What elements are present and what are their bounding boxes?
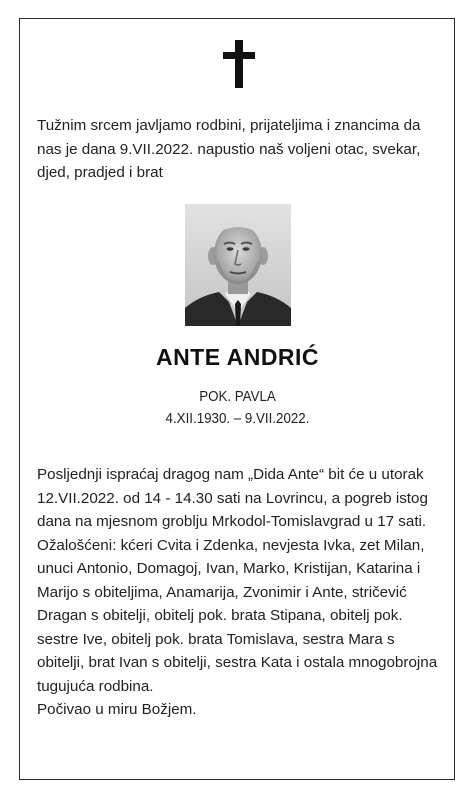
intro-text: Tužnim srcem javljamo rodbini, prijateljima i znancima da nas je dana 9.VII.2022. napustio naš voljeni otac, svekar, djed, pradjed i brat xyxy=(37,117,421,181)
closing-line: Počivao u miru Božjem. xyxy=(37,701,197,718)
notice-body xyxy=(37,463,439,722)
portrait-photo xyxy=(185,204,291,326)
life-dates: 4.XII.1930. – 9.VII.2022. xyxy=(165,411,310,427)
deceased-name: ANTE ANDRIĆ xyxy=(155,344,320,370)
father-name: POK. PAVLA xyxy=(199,389,276,405)
cross-icon xyxy=(223,40,255,88)
funeral-details: Posljednji ispraćaj dragog nam „Dida Ante“ bit će u utorak 12.VII.2022. od 14 - 14.30 sati na Lovrincu, a pogreb istog dana na mjesnom groblju Mrkodol-Tomislavgrad u 17 sati. xyxy=(37,466,428,530)
mourners-list: Ožalošćeni: kćeri Cvita i Zdenka, nevjesta Ivka, zet Milan, unuci Antonio, Domagoj, Ivan, Marko, Kristijan, Katarina i Marijo s obiteljima, Anamarija, Zvonimir i Ante, stričević Dragan s obitelji, obitelj pok. brata Stipana, obitelj pok. sestre Ive, obitelj pok. brata Tomislava, sestra Mara s obitelji, brat Ivan s obitelji, sestra Kata i ostala mnogobrojna tugujuća rodbina. xyxy=(37,536,438,695)
